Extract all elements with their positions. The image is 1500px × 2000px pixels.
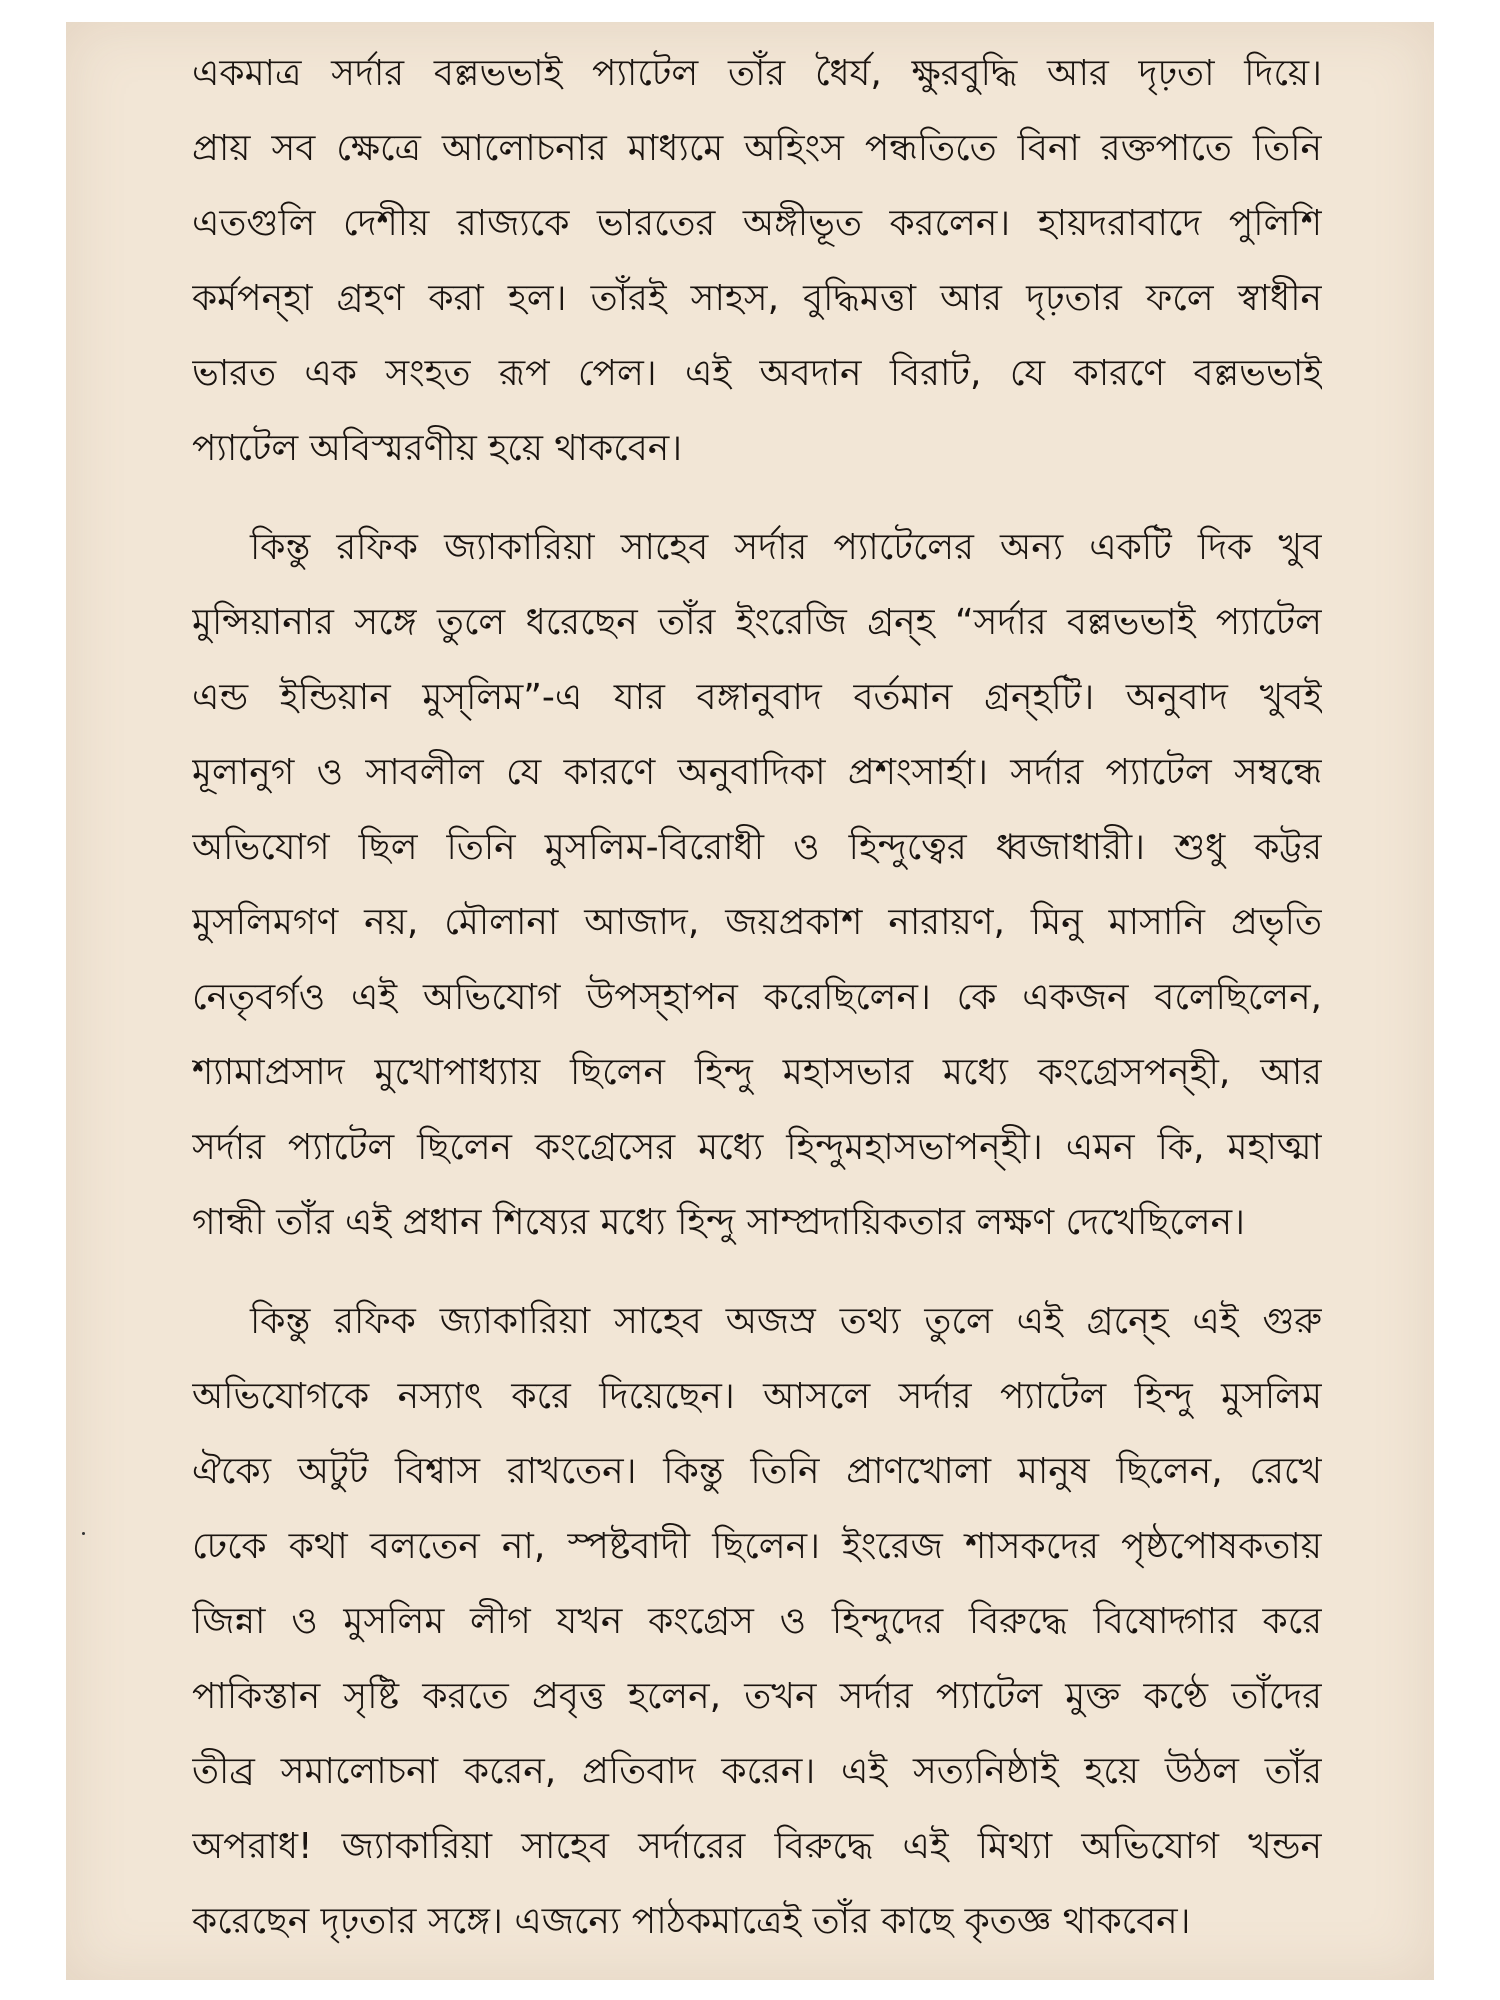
text-line: সর্দার প্যাটেল ছিলেন কংগ্রেসের মধ্যে হিন্দুমহাসভাপন্হী। এমন কি, মহাত্মা <box>192 1127 1322 1168</box>
page-text <box>192 36 1322 1959</box>
text-line: কিন্তু রফিক জ্যাকারিয়া সাহেব সর্দার প্যাটেলের অন্য একটি দিক খুব <box>250 527 1322 568</box>
paragraph-3 <box>192 1284 1322 1959</box>
text-line: ভারত এক সংহত রূপ পেল। এই অবদান বিরাট, যে কারণে বল্লভভাই <box>192 353 1322 394</box>
text-line: শ্যামাপ্রসাদ মুখোপাধ্যায় ছিলেন হিন্দু মহাসভার মধ্যে কংগ্রেসপন্হী, আর <box>192 1052 1322 1093</box>
text-line: নেতৃবর্গও এই অভিযোগ উপস্হাপন করেছিলেন। কে একজন বলেছিলেন, <box>192 977 1322 1018</box>
text-line: মুসলিমগণ নয়, মৌলানা আজাদ, জয়প্রকাশ নারায়ণ, মিনু মাসানি প্রভৃতি <box>192 902 1322 943</box>
text-line: অপরাধ! জ্যাকারিয়া সাহেব সর্দারের বিরুদ্ধে এই মিথ্যা অভিযোগ খন্ডন <box>192 1826 1322 1867</box>
text-line: মুন্সিয়ানার সঙ্গে তুলে ধরেছেন তাঁর ইংরেজি গ্রন্হ “সর্দার বল্লভভাই প্যাটেল <box>192 602 1322 643</box>
text-line: একমাত্র সর্দার বল্লভভাই প্যাটেল তাঁর ধৈর্য, ক্ষুরবুদ্ধি আর দৃঢ়তা দিয়ে। <box>192 53 1322 94</box>
text-line: প্যাটেল অবিস্মরণীয় হয়ে থাকবেন। <box>192 428 683 469</box>
text-line: পাকিস্তান সৃষ্টি করতে প্রবৃত্ত হলেন, তখন সর্দার প্যাটেল মুক্ত কণ্ঠে তাঁদের <box>192 1676 1322 1717</box>
text-line: গান্ধী তাঁর এই প্রধান শিষ্যের মধ্যে হিন্দু সাম্প্রদায়িকতার লক্ষণ দেখেছিলেন। <box>192 1202 1245 1243</box>
paragraph-gap <box>192 486 1322 510</box>
text-line: ঢেকে কথা বলতেন না, স্পষ্টবাদী ছিলেন। ইংরেজ শাসকদের পৃষ্ঠপোষকতায় <box>192 1526 1322 1567</box>
text-line: প্রায় সব ক্ষেত্রে আলোচনার মাধ্যমে অহিংস পন্ধতিতে বিনা রক্তপাতে তিনি <box>192 128 1322 169</box>
ink-speck <box>82 1532 85 1535</box>
text-line: কর্মপন্হা গ্রহণ করা হল। তাঁরই সাহস, বুদ্ধিমত্তা আর দৃঢ়তার ফলে স্বাধীন <box>192 278 1322 319</box>
paragraph-gap <box>192 1260 1322 1284</box>
book-page <box>66 22 1434 1980</box>
text-line: ঐক্যে অটুট বিশ্বাস রাখতেন। কিন্তু তিনি প্রাণখোলা মানুষ ছিলেন, রেখে <box>192 1451 1322 1492</box>
text-line: জিন্না ও মুসলিম লীগ যখন কংগ্রেস ও হিন্দুদের বিরুদ্ধে বিষোদ্গার করে <box>192 1601 1322 1642</box>
paragraph-2 <box>192 510 1322 1260</box>
text-line: মূলানুগ ও সাবলীল যে কারণে অনুবাদিকা প্রশংসার্হা। সর্দার প্যাটেল সম্বন্ধে <box>192 752 1322 793</box>
paragraph-1 <box>192 36 1322 486</box>
text-line: তীব্র সমালোচনা করেন, প্রতিবাদ করেন। এই সত্যনিষ্ঠাই হয়ে উঠল তাঁর <box>192 1751 1322 1792</box>
text-line: অভিযোগ ছিল তিনি মুসলিম-বিরোধী ও হিন্দুত্বের ধ্বজাধারী। শুধু কট্টর <box>192 827 1322 868</box>
text-line: করেছেন দৃঢ়তার সঙ্গে। এজন্যে পাঠকমাত্রেই তাঁর কাছে কৃতজ্ঞ থাকবেন। <box>192 1901 1191 1942</box>
text-line: এন্ড ইন্ডিয়ান মুস্‌লিম”-এ যার বঙ্গানুবাদ বর্তমান গ্রন্হটি। অনুবাদ খুবই <box>192 677 1322 718</box>
text-line: কিন্তু রফিক জ্যাকারিয়া সাহেব অজস্র তথ্য তুলে এই গ্রন্হে এই গুরু <box>250 1301 1322 1342</box>
text-line: অভিযোগকে নস্যাৎ করে দিয়েছেন। আসলে সর্দার প্যাটেল হিন্দু মুসলিম <box>192 1376 1322 1417</box>
text-line: এতগুলি দেশীয় রাজ্যকে ভারতের অঙ্গীভূত করলেন। হায়দরাবাদে পুলিশি <box>192 203 1322 244</box>
